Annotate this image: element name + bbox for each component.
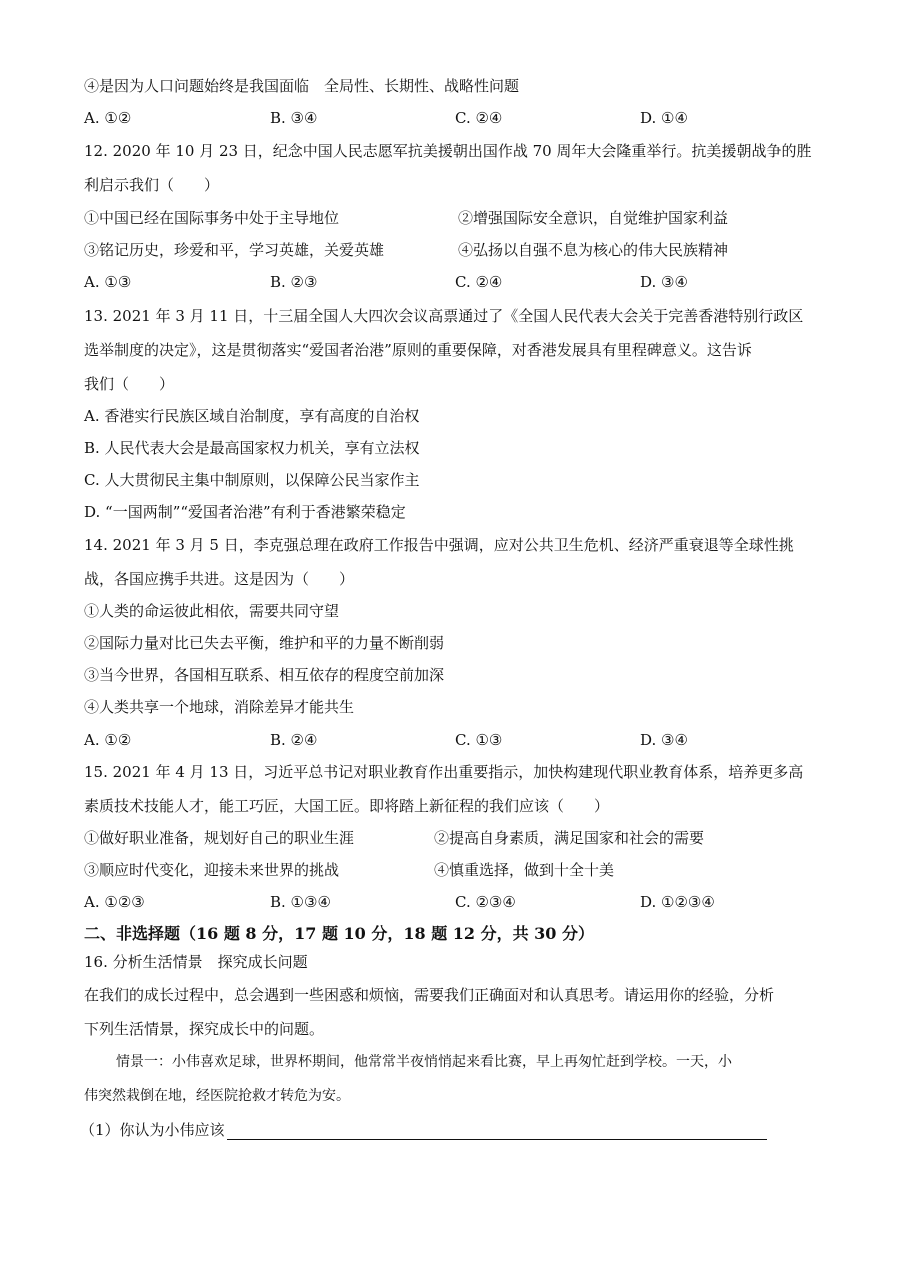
- q15-stem-line1: 15. 2021 年 4 月 13 日，习近平总书记对职业教育作出重要指示，加快构建现代职业教育体系，培养更多高: [84, 763, 804, 781]
- statement-4: ④是因为人口问题始终是我国面临 全局性、长期性、战略性问题: [84, 77, 520, 95]
- q13-option-c[interactable]: C. 人大贯彻民主集中制原则，以保障公民当家作主: [84, 471, 420, 489]
- q15-stem-line2: 素质技术技能人才，能工巧匠，大国工匠。即将踏上新征程的我们应该（ ）: [84, 797, 610, 815]
- q12-option-b[interactable]: B. ②③: [270, 273, 318, 291]
- option-b[interactable]: B. ③④: [270, 109, 318, 127]
- q14-option-d[interactable]: D. ③④: [640, 731, 688, 749]
- option-a[interactable]: A. ①②: [84, 109, 132, 127]
- q15-option-a[interactable]: A. ①②③: [84, 893, 145, 911]
- q12-option-a[interactable]: A. ①③: [84, 273, 132, 291]
- q14-statement-2: ②国际力量对比已失去平衡，维护和平的力量不断削弱: [84, 634, 445, 652]
- q16-title: 16. 分析生活情景 探究成长问题: [84, 953, 308, 971]
- q16-scenario-line2: 伟突然栽倒在地，经医院抢救才转危为安。: [84, 1088, 350, 1104]
- q12-statement-3: ③铭记历史，珍爱和平，学习英雄，关爱英雄: [84, 241, 385, 259]
- q14-option-b[interactable]: B. ②④: [270, 731, 318, 749]
- q12-statement-4: ④弘扬以自强不息为核心的伟大民族精神: [458, 241, 729, 259]
- q12-option-d[interactable]: D. ③④: [640, 273, 688, 291]
- q13-stem-line2: 选举制度的决定》，这是贯彻落实“爱国者治港”原则的重要保障，对香港发展具有里程碑意义。这告诉: [84, 341, 752, 359]
- q12-statement-1: ①中国已经在国际事务中处于主导地位: [84, 209, 340, 227]
- q13-stem-line3: 我们（ ）: [84, 375, 175, 393]
- q12-stem-line1: 12. 2020 年 10 月 23 日，纪念中国人民志愿军抗美援朝出国作战 70 周年大会隆重举行。抗美援朝战争的胜: [84, 142, 812, 160]
- q15-option-d[interactable]: D. ①②③④: [640, 893, 715, 911]
- q14-statement-1: ①人类的命运彼此相依，需要共同守望: [84, 602, 340, 620]
- answer-blank[interactable]: [227, 1123, 767, 1140]
- q15-option-c[interactable]: C. ②③④: [455, 893, 516, 911]
- option-c[interactable]: C. ②④: [455, 109, 503, 127]
- q16-subquestion-1-label: （1）你认为小伟应该: [80, 1121, 225, 1139]
- q14-statement-3: ③当今世界，各国相互联系、相互依存的程度空前加深: [84, 666, 445, 684]
- q15-statement-3: ③顺应时代变化，迎接未来世界的挑战: [84, 861, 340, 879]
- q16-scenario-line1: 情景一：小伟喜欢足球，世界杯期间，他常常半夜悄悄起来看比赛，早上再匆忙赶到学校。一天，小: [116, 1054, 732, 1070]
- q13-option-d[interactable]: D. “一国两制”“爱国者治港”有利于香港繁荣稳定: [84, 503, 406, 521]
- q12-stem-line2: 利启示我们（ ）: [84, 176, 220, 194]
- q12-statement-2: ②增强国际安全意识，自觉维护国家利益: [458, 209, 729, 227]
- q14-statement-4: ④人类共享一个地球，消除差异才能共生: [84, 698, 355, 716]
- q16-intro-line2: 下列生活情景，探究成长中的问题。: [84, 1020, 325, 1038]
- q13-option-b[interactable]: B. 人民代表大会是最高国家权力机关，享有立法权: [84, 439, 420, 457]
- option-d[interactable]: D. ①④: [640, 109, 688, 127]
- q15-statement-4: ④慎重选择，做到十全十美: [434, 861, 615, 879]
- q14-stem-line2: 战，各国应携手共进。这是因为（ ）: [84, 570, 355, 588]
- q15-option-b[interactable]: B. ①③④: [270, 893, 331, 911]
- q12-option-c[interactable]: C. ②④: [455, 273, 503, 291]
- q15-statement-1: ①做好职业准备，规划好自己的职业生涯: [84, 829, 355, 847]
- q16-intro-line1: 在我们的成长过程中，总会遇到一些困惑和烦恼，需要我们正确面对和认真思考。请运用你的经验，分析: [84, 986, 775, 1004]
- q13-option-a[interactable]: A. 香港实行民族区域自治制度，享有高度的自治权: [84, 407, 420, 425]
- section-heading: 二、非选择题（16 题 8 分，17 题 10 分，18 题 12 分，共 30 分）: [84, 924, 595, 943]
- q13-stem-line1: 13. 2021 年 3 月 11 日，十三届全国人大四次会议高票通过了《全国人民代表大会关于完善香港特别行政区: [84, 307, 804, 325]
- q14-stem-line1: 14. 2021 年 3 月 5 日，李克强总理在政府工作报告中强调，应对公共卫生危机、经济严重衰退等全球性挑: [84, 536, 794, 554]
- q14-option-c[interactable]: C. ①③: [455, 731, 503, 749]
- q16-subquestion-1: [80, 1120, 767, 1140]
- q15-statement-2: ②提高自身素质，满足国家和社会的需要: [434, 829, 705, 847]
- q14-option-a[interactable]: A. ①②: [84, 731, 132, 749]
